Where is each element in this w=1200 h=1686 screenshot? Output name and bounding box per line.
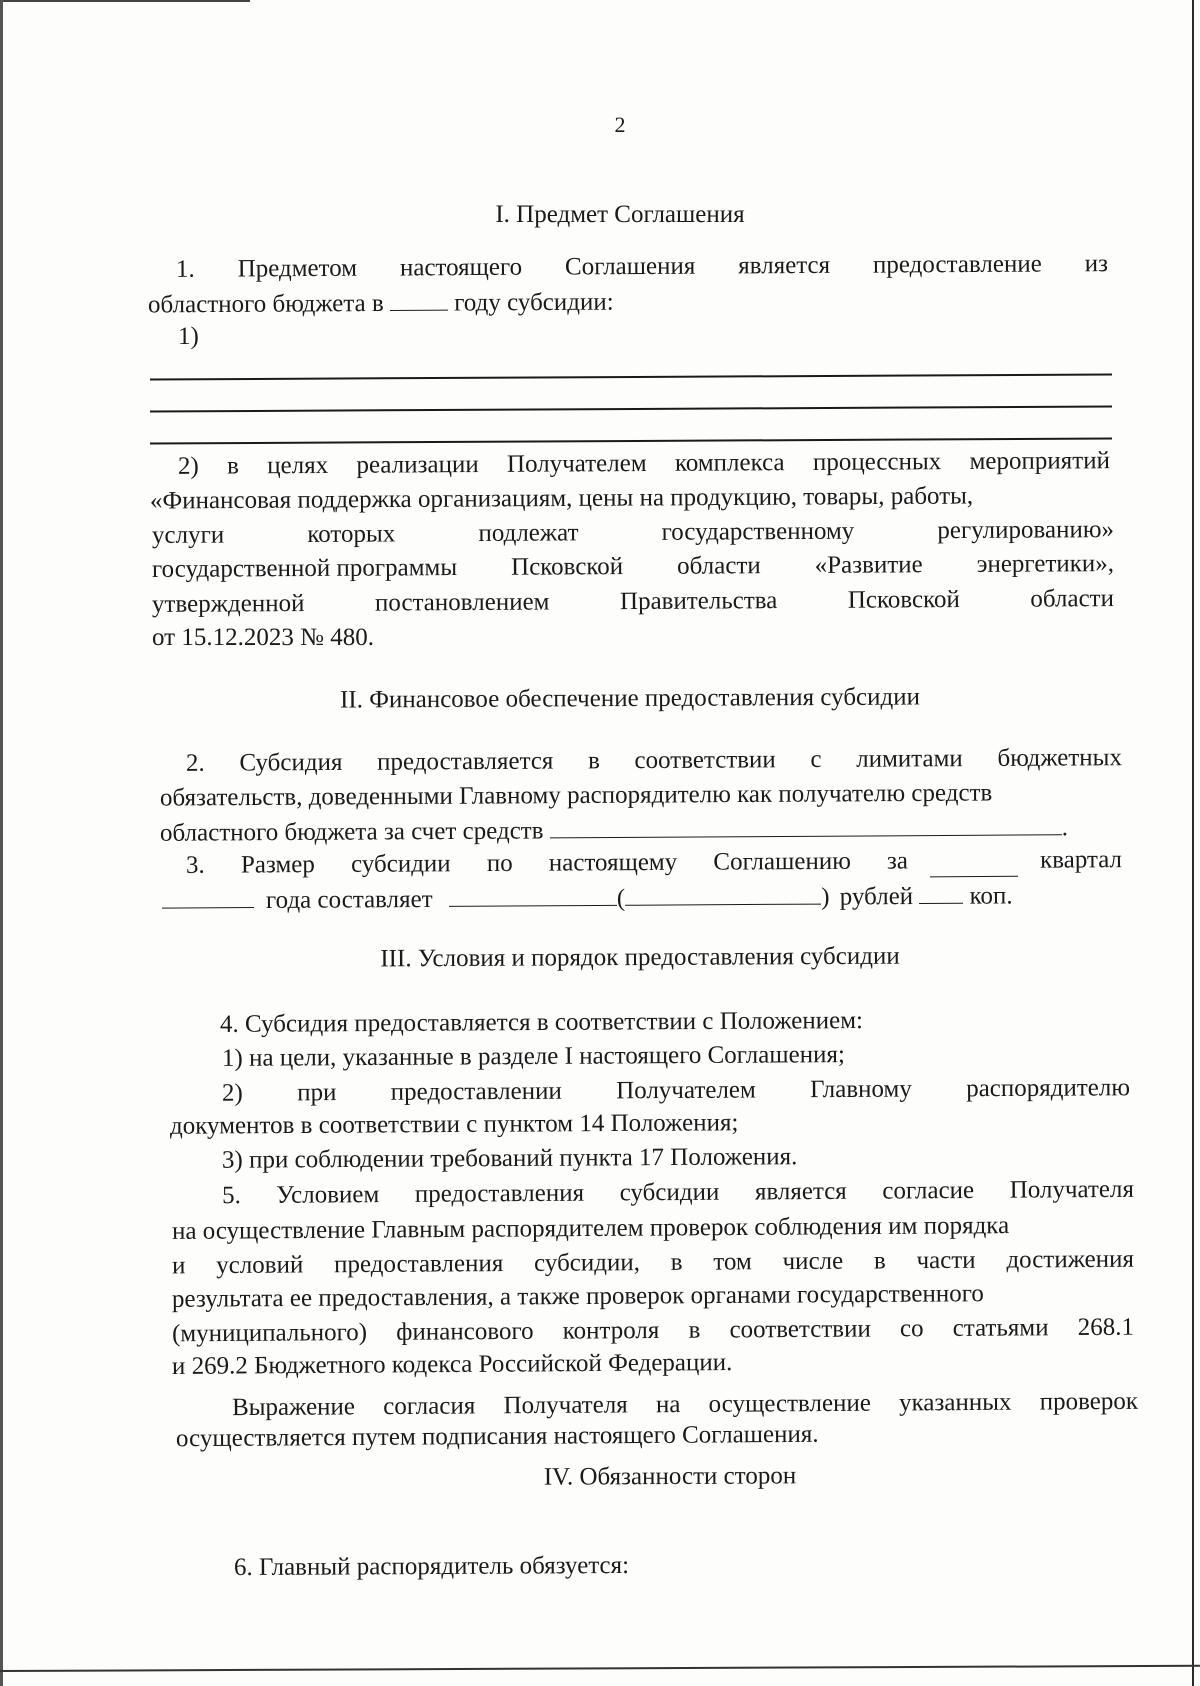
- section-3-paragraph-5-line-2: на осуществление Главным распорядителем проверок соблюдения им порядка: [171, 1212, 1010, 1245]
- section-3-paragraph-4: 4. Субсидия предоставляется в соответствии с Положением:: [219, 1007, 864, 1038]
- section-1-item-2-line-4: государственной программы Псковской области «Развитие энергетики»,: [151, 550, 1115, 583]
- scan-edge-right: [1192, 0, 1194, 1686]
- section-3-paragraph-5-line-3: и условий предоставления субсидии, в том числе в части достижения: [171, 1245, 1135, 1280]
- section-3-paragraph-5-line-4: результата ее предоставления, а также проверок органами государственного: [171, 1280, 984, 1313]
- section-1-item-2-line-1: 2) в целях реализации Получателем комплекса процессных мероприятий: [177, 447, 1110, 480]
- quarter-blank: [930, 852, 1018, 878]
- section-2-paragraph-2-line-3: областного бюджета за счет средств .: [160, 810, 1068, 850]
- amount-digits-blank: [449, 881, 617, 907]
- section-1-paragraph-1-line-2: областного бюджета в году субсидии:: [148, 285, 614, 322]
- section-1-item-1: 1): [178, 323, 199, 350]
- section-3-paragraph-5-line-1: 5. Условием предоставления субсидии является согласие Получателя: [221, 1175, 1135, 1210]
- section-3-paragraph-5-line-5: (муниципального) финансового контроля в соответствии со статьями 268.1: [171, 1313, 1135, 1348]
- section-2-paragraph-2-line-2: обязательств, доведенными Главному распорядителю как получателю средств: [159, 779, 993, 812]
- kopecks-blank: [919, 879, 963, 904]
- section-2-paragraph-2-line-1: 2. Субсидия предоставляется в соответствии с лимитами бюджетных: [185, 744, 1123, 777]
- section-1-paragraph-1-line-1: 1. Предметом настоящего Соглашения является предоставление из: [175, 250, 1109, 283]
- section-2-paragraph-3-line-2: года составляет ( ) рублей коп.: [162, 878, 1013, 917]
- scan-edge-top: [0, 0, 250, 2]
- funding-source-blank: [550, 810, 1062, 838]
- item-1-blank-line-3: [150, 437, 1112, 444]
- section-3-paragraph-4-item-2-line-2: документов в соответствии с пунктом 14 Положения;: [169, 1109, 739, 1140]
- scan-edge-bottom: [0, 1665, 1200, 1672]
- section-1-heading: I. Предмет Соглашения: [495, 201, 745, 228]
- page-number: 2: [614, 112, 626, 137]
- item-1-blank-line-1: [150, 373, 1112, 380]
- section-1-item-2-line-6: от 15.12.2023 № 480.: [152, 624, 374, 651]
- section-4-heading: IV. Обязанности сторон: [543, 1462, 797, 1491]
- section-3-paragraph-6-line-2: осуществляется путем подписания настоящего Соглашения.: [175, 1420, 819, 1453]
- section-2-heading: II. Финансовое обеспечение предоставления субсидии: [339, 683, 921, 714]
- section-2-paragraph-3-line-1: 3. Размер субсидии по настоящему Соглашению за квартал: [185, 846, 1123, 879]
- amount-words-blank: [625, 880, 821, 906]
- section-1-item-2-line-3: услуги которых подлежат государственному регулированию»: [151, 516, 1115, 549]
- section-3-paragraph-4-item-2-line-1: 2) при предоставлении Получателем Главному распорядителю: [221, 1074, 1131, 1107]
- year-blank-2: [162, 883, 254, 909]
- section-3-paragraph-6-line-1: Выражение согласия Получателя на осуществление указанных проверок: [231, 1387, 1139, 1422]
- section-1-item-2-line-2: «Финансовая поддержка организациям, цены на продукцию, товары, работы,: [149, 482, 974, 515]
- year-blank: [390, 286, 448, 311]
- item-1-blank-line-2: [150, 405, 1112, 412]
- section-3-paragraph-4-item-3: 3) при соблюдении требований пункта 17 Положения.: [221, 1143, 798, 1174]
- section-4-paragraph-6: 6. Главный распорядитель обязуется:: [233, 1551, 630, 1582]
- section-3-paragraph-5-line-6: и 269.2 Бюджетного кодекса Российской Федерации.: [171, 1349, 733, 1380]
- section-1-item-2-line-5: утвержденной постановлением Правительства Псковской области: [151, 585, 1115, 618]
- scan-edge-left: [0, 0, 3, 1686]
- section-3-paragraph-4-item-1: 1) на цели, указанные в разделе I настоящего Соглашения;: [221, 1041, 845, 1072]
- section-3-heading: III. Условия и порядок предоставления субсидии: [380, 942, 900, 973]
